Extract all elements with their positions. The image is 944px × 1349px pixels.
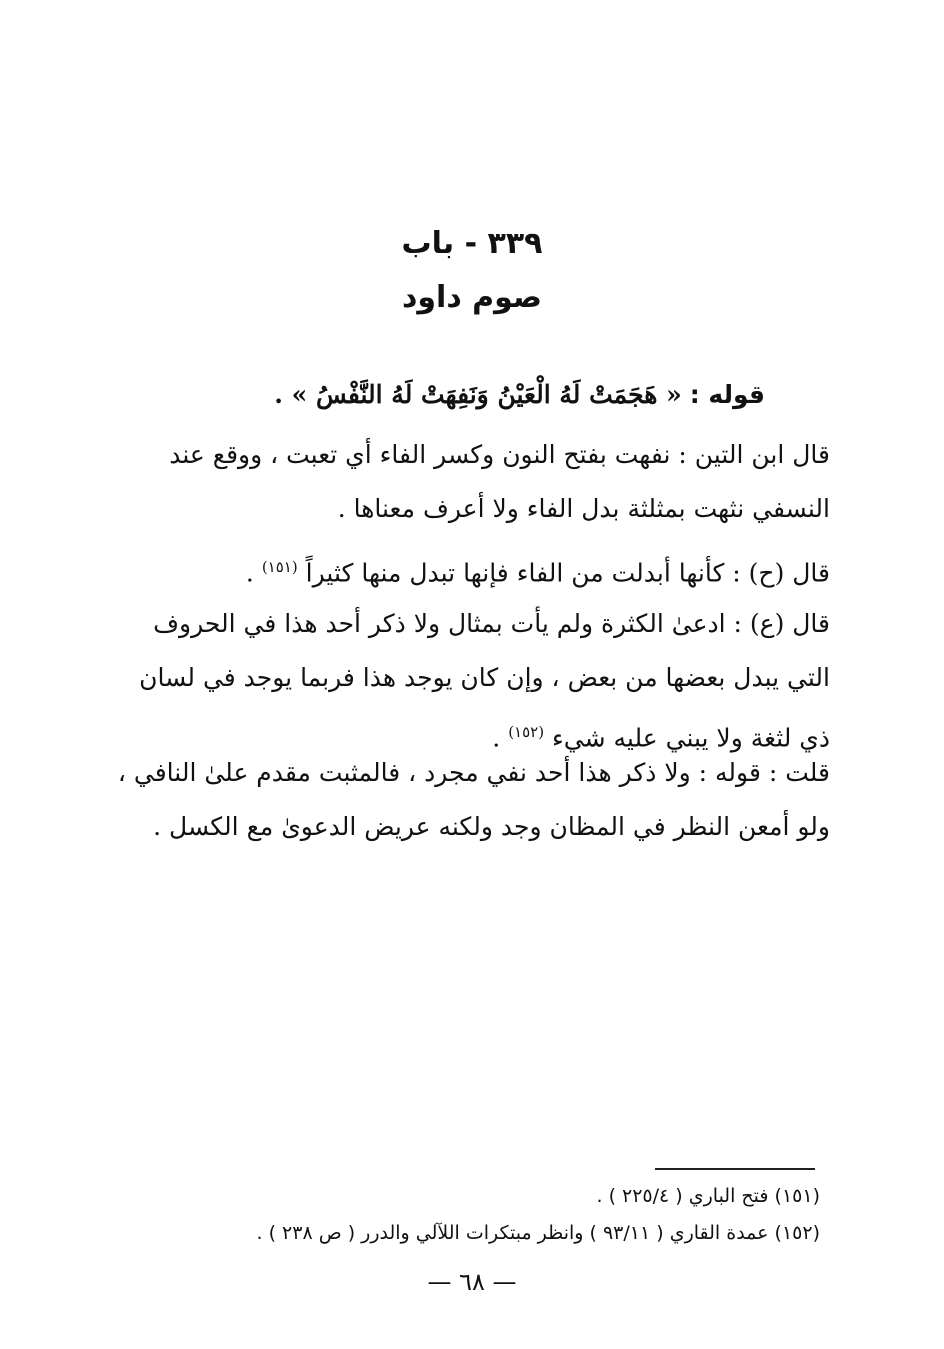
paragraph-ain	[110, 597, 895, 765]
paragraph-qultu: قلت : قوله : ولا ذكر هذا أحد نفي مجرد ، فالمثبت مقدم علىٰ النافي ، ولو أمعن النظر في المظان وجد ولكنه عريض الدعوىٰ مع الكسل .	[117, 758, 830, 841]
paragraph-ibn-tin: قال ابن التين : نفهت بفتح النون وكسر الفاء أي تعبت ، ووقع عند النسفي نثهت بمثلثة بدل الفاء ولا أعرف معناها .	[169, 440, 830, 523]
paragraph-ain-text: قال (ع) : ادعىٰ الكثرة ولم يأت بمثال ولا ذكر أحد هذا في الحروف التي يبدل بعضها من بعض ، وإن كان يوجد هذا فربما يوجد في لسان ذي لثغة ولا يبني عليه شيء	[139, 609, 830, 753]
paragraph-h	[110, 540, 895, 600]
paragraph-h-text: قال (ح) : كأنها أبدلت من الفاء فإنها تبدل منها كثيراً	[305, 558, 830, 588]
quoted-phrase-line	[110, 368, 765, 422]
chapter-number: ٣٣٩ - باب	[401, 226, 543, 261]
paragraph-ain-end: .	[492, 723, 501, 753]
paragraph-h-end: .	[245, 558, 254, 588]
footnote-151: (١٥١) فتح الباري ( ٢٢٥/٤ ) .	[596, 1185, 820, 1207]
quote-text: « هَجَمَتْ لَهُ الْعَيْنُ وَنَفِهَتْ لَهُ النَّفْسُ » .	[274, 380, 682, 409]
chapter-title: صوم داود	[402, 280, 542, 315]
footnotes	[100, 1178, 820, 1252]
footnote-ref-151: (١٥١)	[261, 558, 298, 576]
quote-lead: قوله :	[689, 380, 765, 409]
page-number: — ٦٨ —	[427, 1268, 517, 1296]
footnote-separator	[655, 1168, 815, 1170]
footnote-152: (١٥٢) عمدة القاري ( ٩٣/١١ ) وانظر مبتكرات اللآلي والدرر ( ص ٢٣٨ ) .	[256, 1222, 820, 1244]
footnote-ref-152: (١٥٢)	[508, 723, 545, 741]
